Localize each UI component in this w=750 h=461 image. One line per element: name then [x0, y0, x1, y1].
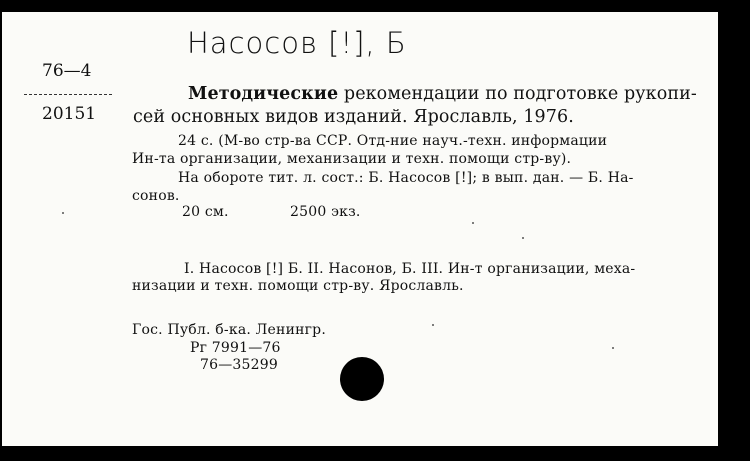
speck	[432, 324, 434, 326]
class-divider	[24, 94, 112, 95]
note-line-1: На обороте тит. л. сост.: Б. Насосов [!]; в вып. дан. — Б. На-	[178, 170, 634, 186]
title-line-2: сей основных видов изданий. Ярославль, 1976.	[133, 107, 574, 127]
library-code-2: 76—35299	[200, 357, 278, 373]
publisher-line-2: Ин-та организации, механизации и техн. помощи стр-ву).	[132, 151, 572, 167]
class-number-bottom: 20151	[42, 104, 97, 124]
speck	[62, 212, 64, 214]
title-line-1-rest: рекомендации по подготовке рукопи-	[343, 84, 697, 104]
tracing-line-1: I. Насосов [!] Б. II. Насонов, Б. III. Ин-т организации, меха-	[184, 261, 636, 277]
library-name: Гос. Публ. б-ка. Ленингр.	[132, 322, 326, 338]
note-line-2: сонов.	[132, 188, 180, 204]
scan-edge	[718, 0, 750, 461]
class-number-top: 76—4	[42, 61, 92, 81]
punch-hole	[340, 357, 384, 401]
speck	[472, 222, 474, 224]
title-lead-word: Методические	[188, 84, 339, 104]
title-line-1	[188, 84, 697, 104]
speck	[612, 347, 614, 349]
library-code-1: Рг 7991—76	[190, 340, 281, 356]
speck	[522, 237, 524, 239]
copies: 2500 экз.	[290, 204, 361, 220]
handwritten-author: Насосов [!], Б	[187, 26, 407, 60]
publisher-line-1: 24 с. (М-во стр-ва ССР. Отд-ние науч.-техн. информации	[178, 133, 608, 149]
tracing-line-2: низации и техн. помощи стр-ву. Ярославль.	[132, 278, 464, 294]
catalog-card	[2, 12, 718, 446]
size: 20 см.	[182, 204, 229, 220]
